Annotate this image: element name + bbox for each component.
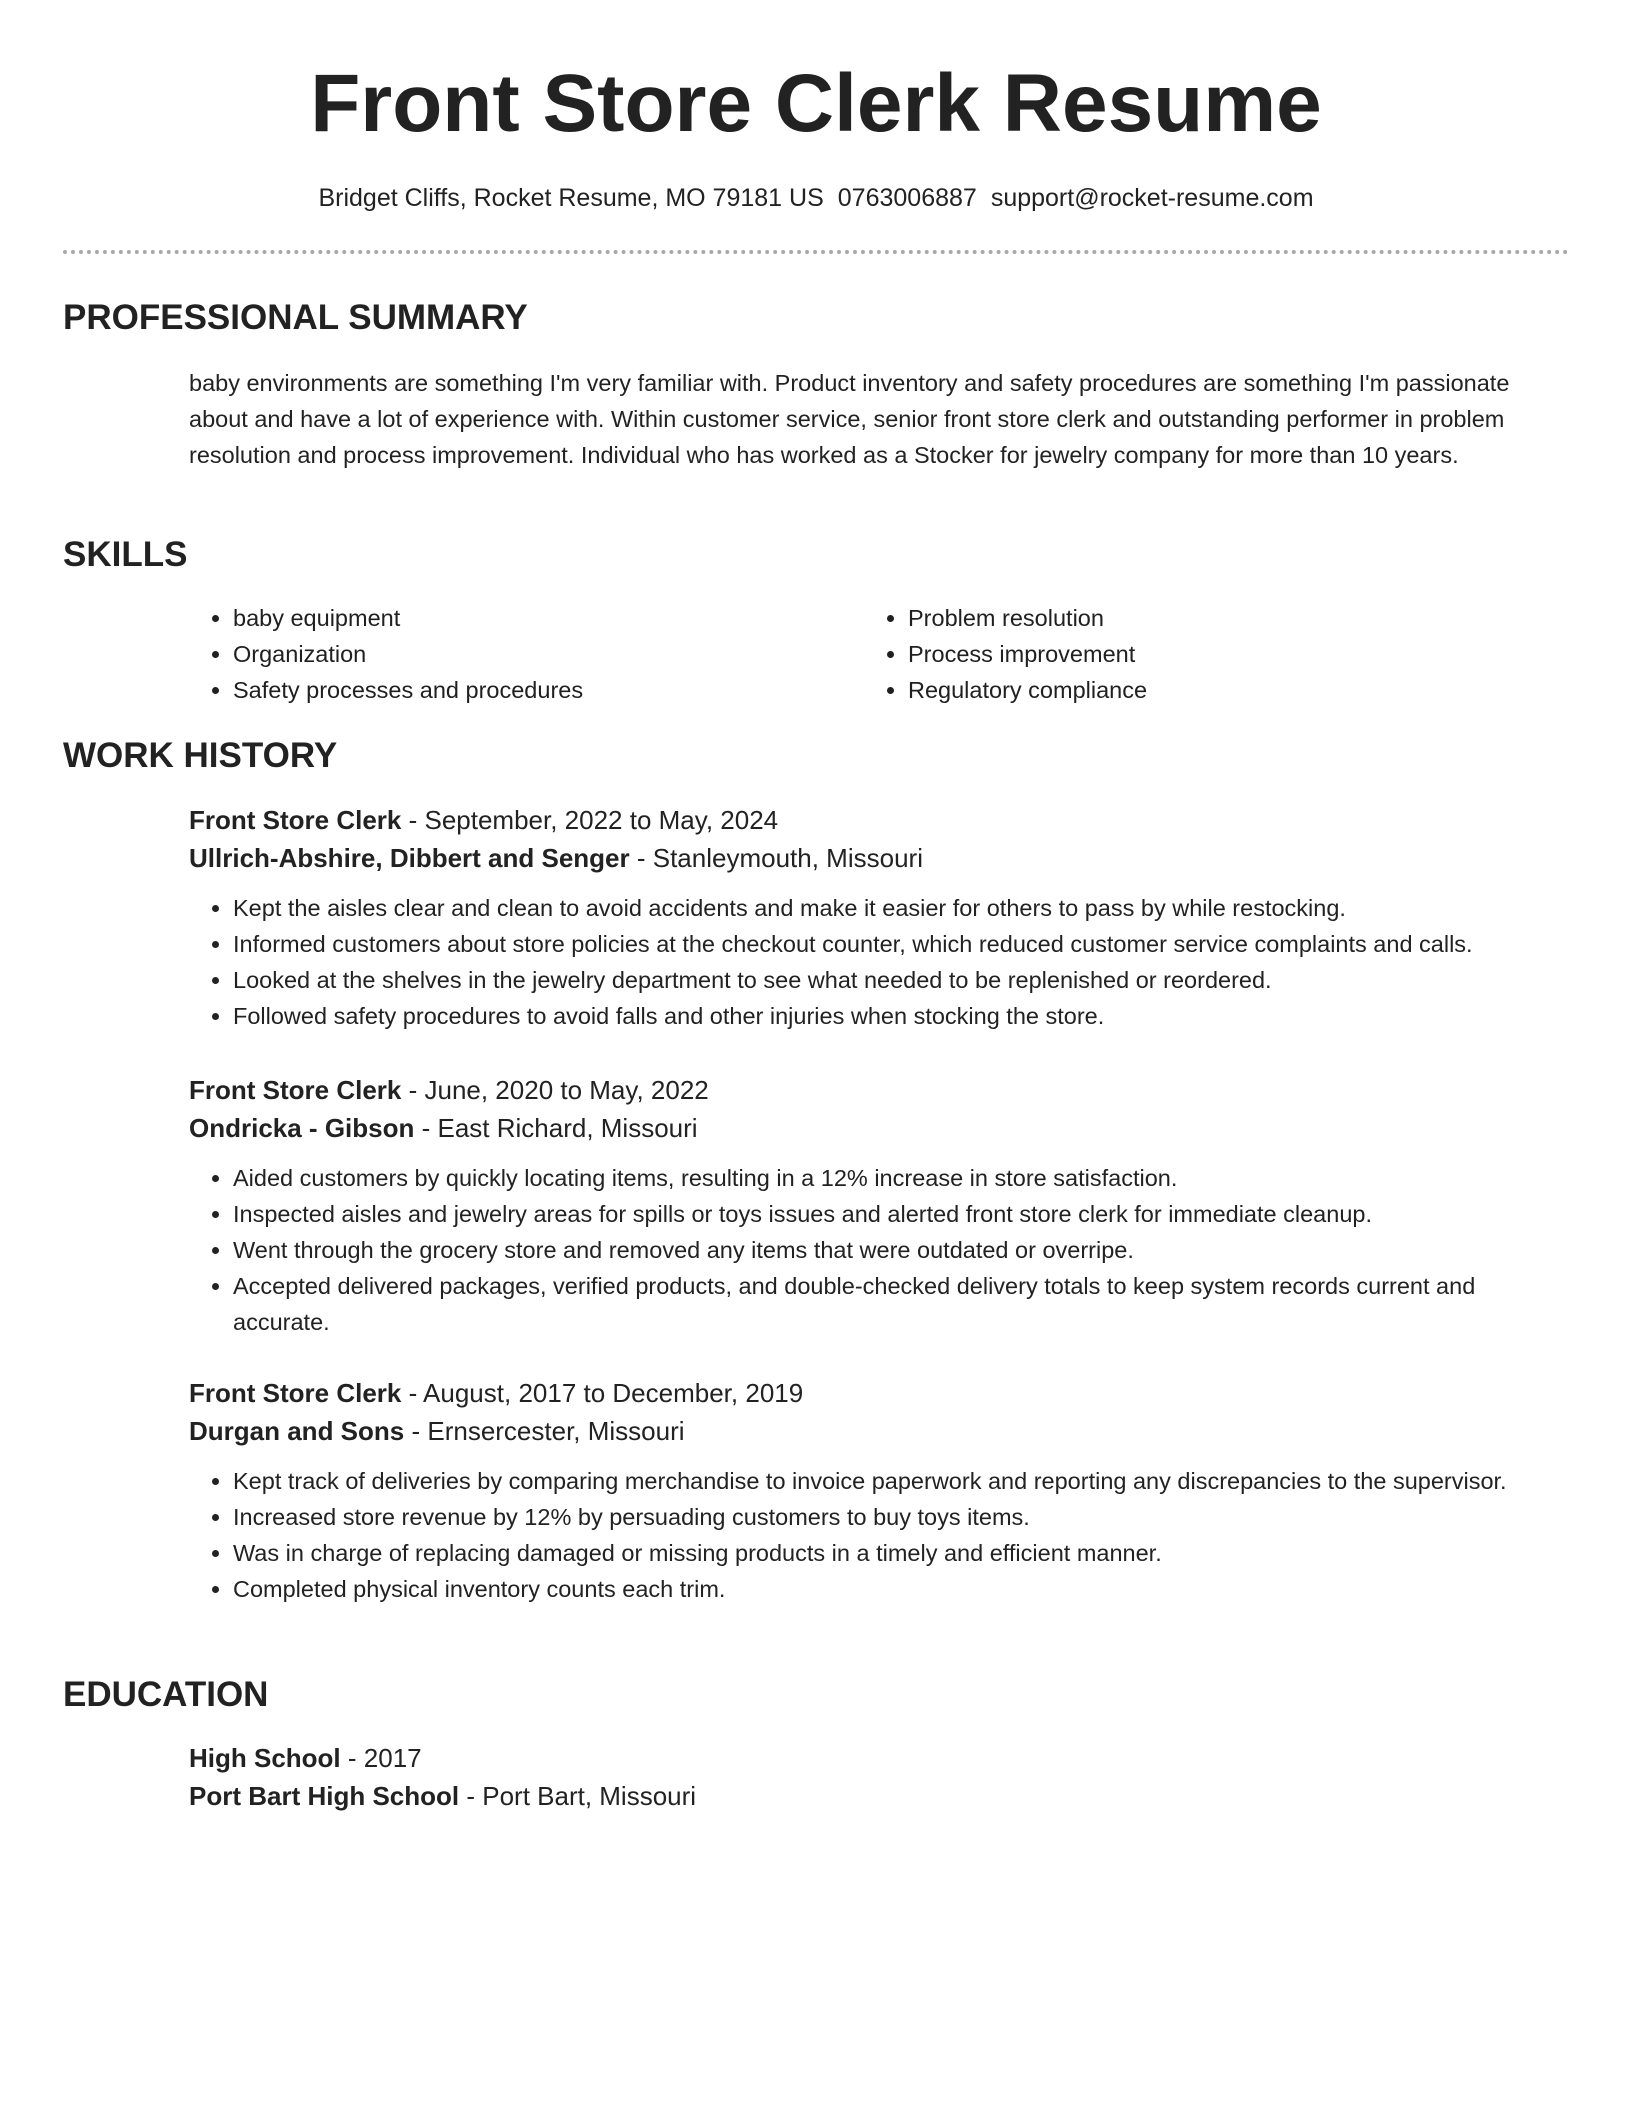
job-location: - East Richard, Missouri	[414, 1113, 698, 1143]
skill-item: • Regulatory compliance	[908, 672, 1464, 708]
job-entry	[189, 801, 1569, 1034]
job-bullet: • Completed physical inventory counts each trim.	[233, 1571, 1569, 1607]
education-year: - 2017	[340, 1743, 422, 1773]
summary-text: baby environments are something I'm very familiar with. Product inventory and safety procedures are something I'm passionate about and have a lot of experience with. Within customer service, senior front store clerk and outstanding performer in problem resolution and process improvement. Individual who has worked as a Stocker for jewelry company for more than 10 years.	[189, 370, 1510, 468]
job-title-line	[189, 1071, 1569, 1109]
job-role: Front Store Clerk	[189, 1075, 402, 1105]
job-location: - Stanleymouth, Missouri	[629, 843, 923, 873]
skill-item: • Process improvement	[908, 636, 1464, 672]
job-bullet: • Looked at the shelves in the jewelry department to see what needed to be replenished or reordered.	[233, 962, 1569, 998]
job-bullet: • Was in charge of replacing damaged or missing products in a timely and efficient manner.	[233, 1535, 1569, 1571]
contact-email: support@rocket-resume.com	[990, 184, 1314, 212]
section-title-skills: SKILLS	[63, 535, 188, 574]
job-company: Durgan and Sons	[189, 1416, 405, 1446]
job-dates: - August, 2017 to December, 2019	[401, 1378, 804, 1408]
resume-title: Front Store Clerk Resume	[310, 58, 1322, 149]
job-dates: - September, 2022 to May, 2024	[401, 805, 779, 835]
job-bullet: • Accepted delivered packages, verified products, and double-checked delivery totals to keep system records current and accurate.	[233, 1268, 1569, 1340]
skills-list-left	[189, 600, 789, 708]
section-title-summary: PROFESSIONAL SUMMARY	[63, 298, 528, 337]
contact-line	[0, 180, 1632, 216]
job-location: - Ernsercester, Missouri	[404, 1416, 685, 1446]
skill-item: • Organization	[233, 636, 789, 672]
job-company: Ondricka - Gibson	[189, 1113, 415, 1143]
education-school: Port Bart High School	[189, 1781, 460, 1811]
job-bullets	[189, 1160, 1569, 1340]
section-title-education: EDUCATION	[63, 1675, 269, 1714]
skills-column-left	[189, 600, 789, 708]
job-bullet: • Went through the grocery store and removed any items that were outdated or overripe.	[233, 1232, 1569, 1268]
job-title-line	[189, 801, 1569, 839]
contact-address: Bridget Cliffs, Rocket Resume, MO 79181 US	[318, 184, 824, 212]
job-bullets	[189, 890, 1569, 1034]
job-entry	[189, 1071, 1569, 1340]
job-company: Ullrich-Abshire, Dibbert and Senger	[189, 843, 630, 873]
job-role: Front Store Clerk	[189, 805, 402, 835]
job-title-line	[189, 1374, 1569, 1412]
job-bullet: • Kept the aisles clear and clean to avoid accidents and make it easier for others to pass by while restocking.	[233, 890, 1569, 926]
education-school-line	[189, 1777, 1569, 1815]
job-company-line	[189, 1109, 1569, 1147]
section-title-work-history: WORK HISTORY	[63, 736, 338, 775]
education-location: - Port Bart, Missouri	[459, 1781, 697, 1811]
skills-column-right	[864, 600, 1464, 708]
header-divider	[63, 250, 1569, 254]
education-entry	[189, 1739, 1569, 1815]
contact-phone: 0763006887	[837, 184, 977, 212]
job-bullet: • Kept track of deliveries by comparing merchandise to invoice paperwork and reporting any discrepancies to the supervisor.	[233, 1463, 1569, 1499]
education-degree-line	[189, 1739, 1569, 1777]
job-bullet: • Informed customers about store policies at the checkout counter, which reduced customer service complaints and calls.	[233, 926, 1569, 962]
job-role: Front Store Clerk	[189, 1378, 402, 1408]
skill-item: • baby equipment	[233, 600, 789, 636]
job-company-line	[189, 1412, 1569, 1450]
skills-list-right	[864, 600, 1464, 708]
job-bullet: • Increased store revenue by 12% by persuading customers to buy toys items.	[233, 1499, 1569, 1535]
job-company-line	[189, 839, 1569, 877]
job-bullet: • Inspected aisles and jewelry areas for spills or toys issues and alerted front store clerk for immediate cleanup.	[233, 1196, 1569, 1232]
education-degree: High School	[189, 1743, 341, 1773]
job-bullet: • Aided customers by quickly locating items, resulting in a 12% increase in store satisfaction.	[233, 1160, 1569, 1196]
job-bullet: • Followed safety procedures to avoid falls and other injuries when stocking the store.	[233, 998, 1569, 1034]
job-entry	[189, 1374, 1569, 1607]
job-dates: - June, 2020 to May, 2022	[401, 1075, 709, 1105]
skill-item: • Problem resolution	[908, 600, 1464, 636]
job-bullets	[189, 1463, 1569, 1607]
skill-item: • Safety processes and procedures	[233, 672, 789, 708]
